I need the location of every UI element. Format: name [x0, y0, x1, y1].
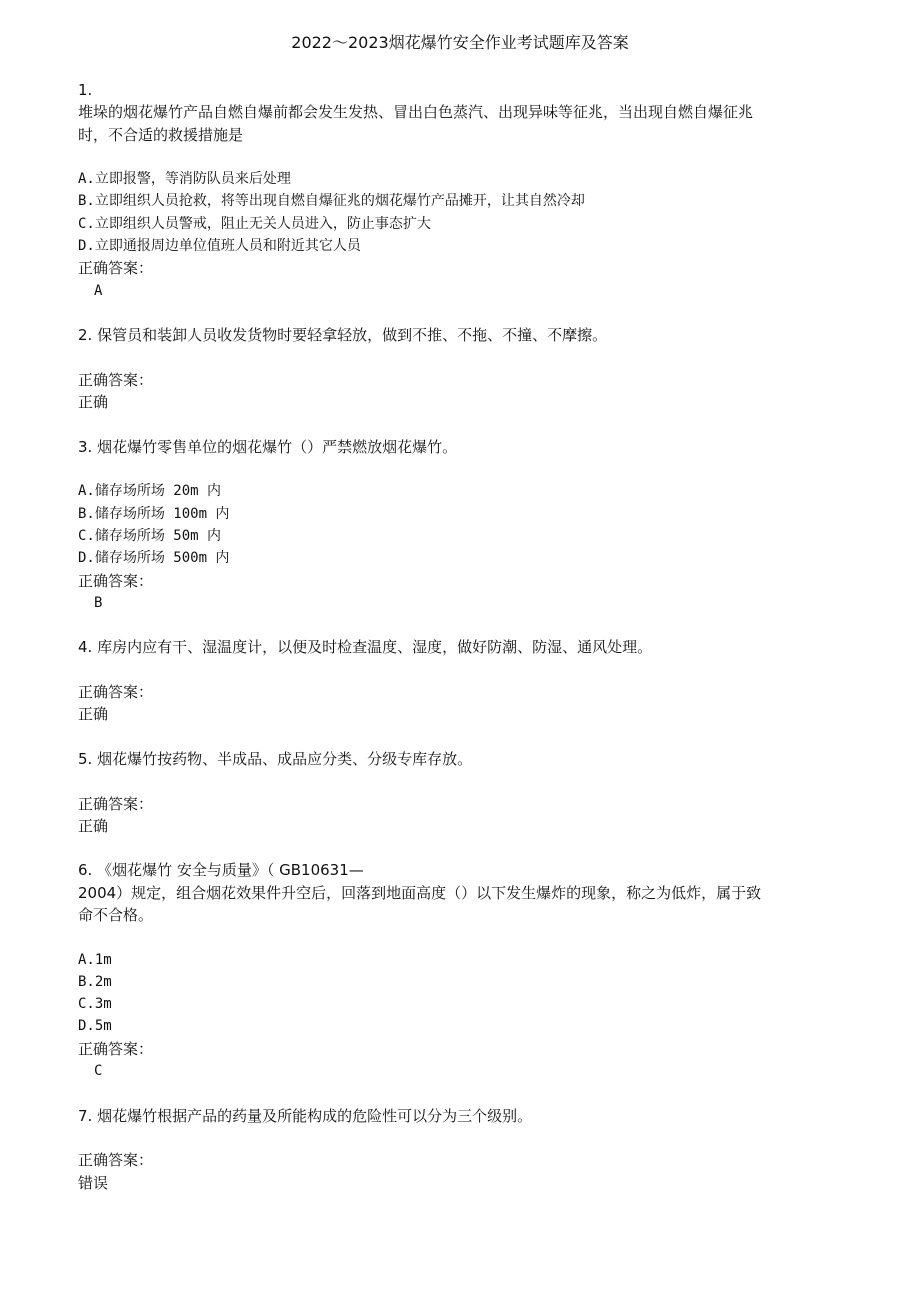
question-6 — [78, 859, 848, 1082]
question-text: 7. 烟花爆竹根据产品的药量及所能构成的危险性可以分为三个级别。 — [78, 1106, 533, 1125]
question-text: 时，不合适的救援措施是 — [78, 125, 244, 144]
option-a: A.1m — [78, 951, 112, 968]
option-d: D.立即通报周边单位值班人员和附近其它人员 — [78, 238, 361, 255]
option-c: C.立即组织人员警戒，阻止无关人员进入，防止事态扩大 — [78, 215, 431, 232]
option-d: D.5m — [78, 1018, 112, 1035]
question-text: 堆垛的烟花爆竹产品自燃自爆前都会发生发热、冒出白色蒸汽、出现异味等征兆，当出现自燃自爆征兆 — [78, 103, 754, 122]
question-number: 1. — [78, 81, 93, 99]
question-text: 4. 库房内应有干、湿温度计，以便及时检查温度、湿度，做好防潮、防湿、通风处理。 — [78, 638, 653, 657]
question-5 — [78, 748, 848, 837]
question-list — [78, 79, 848, 1194]
option-b: B.储存场所场 100m 内 — [78, 505, 230, 522]
question-text: 3. 烟花爆竹零售单位的烟花爆竹（）严禁燃放烟花爆竹。 — [78, 437, 458, 456]
option-a: A.储存场所场 20m 内 — [78, 483, 222, 500]
question-text: 2. 保管员和装卸人员收发货物时要轻拿轻放，做到不推、不拖、不撞、不摩擦。 — [78, 326, 608, 345]
answer-label: 正确答案： — [78, 370, 154, 389]
answer-label: 正确答案： — [78, 571, 154, 590]
document-title: 2022～2023烟花爆竹安全作业考试题库及答案 — [291, 33, 629, 52]
question-text: 5. 烟花爆竹按药物、半成品、成品应分类、分级专库存放。 — [78, 749, 473, 768]
option-b: B.立即组织人员抢救，将等出现自燃自爆征兆的烟花爆竹产品摊开，让其自然冷却 — [78, 193, 585, 210]
answer-value: 正确 — [78, 393, 109, 412]
question-text: 命不合格。 — [78, 905, 154, 924]
answer-label: 正确答案： — [78, 1039, 154, 1058]
question-3 — [78, 436, 848, 614]
option-a: A.立即报警，等消防队员来后处理 — [78, 171, 291, 188]
option-c: C.储存场所场 50m 内 — [78, 527, 222, 544]
option-b: B.2m — [78, 973, 112, 990]
answer-value: 正确 — [78, 816, 109, 835]
answer-label: 正确答案： — [78, 259, 154, 278]
question-4 — [78, 636, 848, 725]
answer-value: 错误 — [78, 1173, 109, 1192]
answer-value: C — [94, 1063, 103, 1080]
answer-label: 正确答案： — [78, 794, 154, 813]
option-d: D.储存场所场 500m 内 — [78, 550, 230, 567]
answer-value: 正确 — [78, 705, 109, 724]
answer-value: B — [94, 594, 103, 611]
question-text: 2004）规定，组合烟花效果件升空后，回落到地面高度（）以下发生爆炸的现象，称之为低炸，属于致 — [78, 883, 762, 902]
question-2 — [78, 324, 848, 413]
option-c: C.3m — [78, 996, 112, 1013]
question-1 — [78, 79, 848, 302]
answer-label: 正确答案： — [78, 683, 154, 702]
question-7 — [78, 1105, 848, 1194]
answer-label: 正确答案： — [78, 1151, 154, 1170]
question-text: 6. 《烟花爆竹 安全与质量》（ GB10631— — [78, 861, 364, 880]
answer-value: A — [94, 282, 103, 299]
